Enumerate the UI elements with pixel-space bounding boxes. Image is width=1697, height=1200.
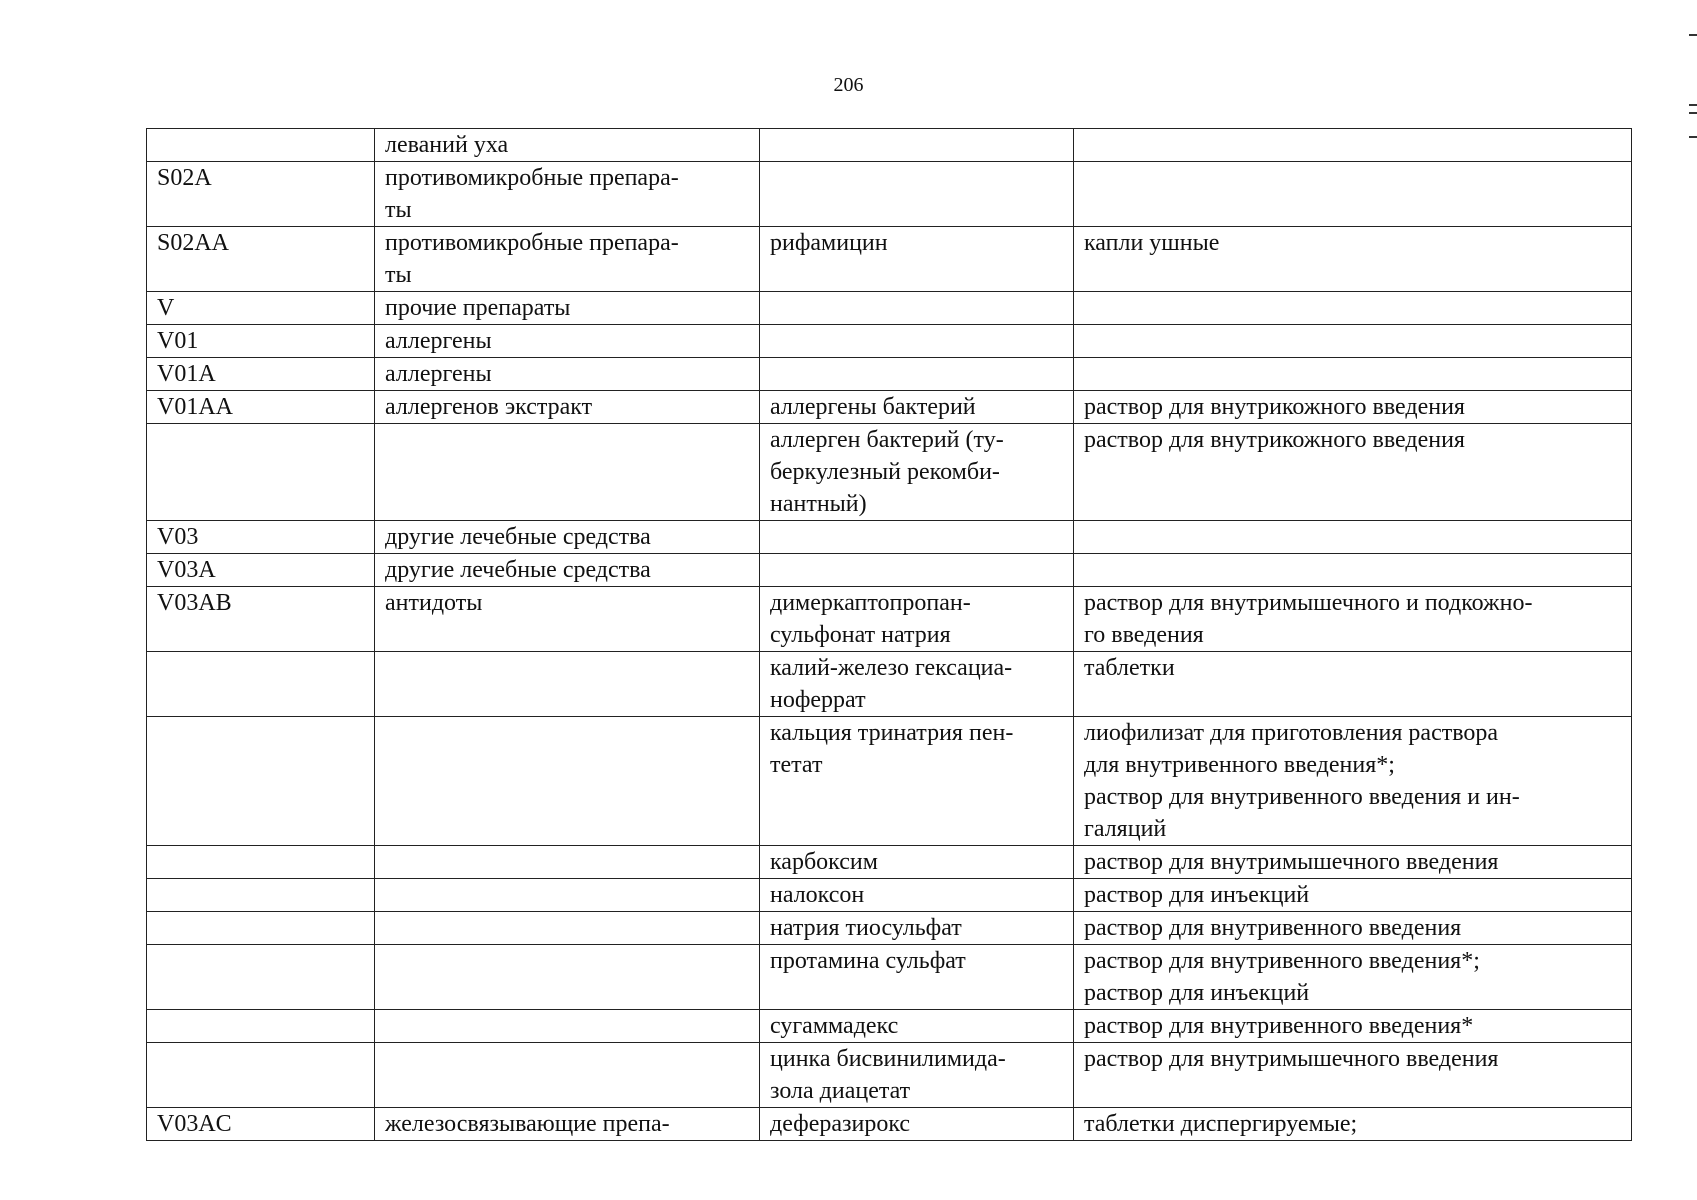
anatomical-group-cell-text: другие лечебные средства [385,524,651,550]
atc-code-cell [147,325,375,358]
drug-name-cell-text: цинка бисвинилимида- зола диацетат [770,1046,1006,1104]
anatomical-group-cell-text: железосвязывающие препа- [385,1111,670,1137]
drug-name-cell-text: деферазирокс [770,1111,911,1137]
dosage-form-cell [1074,1043,1632,1108]
drug-name-cell-text: калий-железо гексациа- ноферрат [770,655,1013,713]
atc-code-cell-text: V01AA [157,394,233,420]
drug-name-cell [760,652,1074,717]
dosage-form-cell-text: раствор для внутривенного введения [1084,915,1462,941]
drug-name-cell-text: кальция тринатрия пен- тетат [770,720,1014,778]
atc-code-cell [147,162,375,227]
drug-name-cell [760,1010,1074,1043]
drug-name-cell-text: рифамицин [770,230,888,256]
scan-edge-mark [1689,136,1697,138]
drug-name-cell [760,945,1074,1010]
atc-code-cell [147,292,375,325]
dosage-form-cell [1074,1010,1632,1043]
drug-name-cell [760,227,1074,292]
table-row [147,879,1632,912]
dosage-form-cell-text: таблетки [1084,655,1175,681]
atc-code-cell-text: S02AA [157,230,230,256]
drug-name-cell-text: карбоксим [770,849,878,875]
atc-code-cell [147,1010,375,1043]
scan-edge-mark [1689,34,1697,36]
table-row [147,391,1632,424]
table-row [147,652,1632,717]
anatomical-group-cell [375,162,760,227]
table-row [147,129,1632,162]
anatomical-group-cell [375,554,760,587]
anatomical-group-cell [375,912,760,945]
atc-code-cell [147,227,375,292]
anatomical-group-cell [375,391,760,424]
drug-name-cell [760,358,1074,391]
anatomical-group-cell-text: другие лечебные средства [385,557,651,583]
anatomical-group-cell-text: аллергены [385,328,492,354]
anatomical-group-cell [375,945,760,1010]
anatomical-group-cell [375,521,760,554]
drug-name-cell [760,846,1074,879]
dosage-form-cell-text: раствор для внутрикожного введения [1084,394,1465,420]
drug-name-cell [760,554,1074,587]
dosage-form-cell [1074,292,1632,325]
table-row [147,587,1632,652]
table-row [147,227,1632,292]
dosage-form-cell [1074,391,1632,424]
drug-name-cell [760,325,1074,358]
drug-name-cell [760,879,1074,912]
atc-code-cell [147,424,375,521]
drug-name-cell [760,717,1074,846]
drug-name-cell [760,521,1074,554]
dosage-form-cell [1074,879,1632,912]
anatomical-group-cell [375,1108,760,1141]
anatomical-group-cell-text: аллергенов экстракт [385,394,593,420]
table-row [147,424,1632,521]
anatomical-group-cell [375,1043,760,1108]
drug-name-cell [760,1108,1074,1141]
atc-code-cell [147,879,375,912]
drug-name-cell-text: налоксон [770,882,865,908]
table-row [147,945,1632,1010]
drug-name-cell [760,912,1074,945]
drug-name-cell [760,391,1074,424]
drug-name-cell-text: аллергены бактерий [770,394,976,420]
table-row [147,1043,1632,1108]
drug-name-cell [760,162,1074,227]
dosage-form-cell [1074,424,1632,521]
anatomical-group-cell-text: аллергены [385,361,492,387]
atc-code-cell [147,521,375,554]
atc-code-cell [147,554,375,587]
table-body [147,129,1632,1141]
atc-code-cell [147,717,375,846]
anatomical-group-cell-text: прочие препараты [385,295,571,321]
dosage-form-cell [1074,162,1632,227]
table-row [147,717,1632,846]
drug-name-cell-text: димеркаптопропан- сульфонат натрия [770,590,971,648]
table-row [147,554,1632,587]
atc-code-cell-text: V03A [157,557,216,583]
dosage-form-cell-text: раствор для внутривенного введения* [1084,1013,1474,1039]
dosage-form-cell [1074,945,1632,1010]
table-row [147,292,1632,325]
table-row [147,521,1632,554]
anatomical-group-cell-text: противомикробные препара- ты [385,230,679,288]
table-row [147,358,1632,391]
drug-name-cell [760,1043,1074,1108]
drug-table [146,128,1632,1141]
atc-code-cell [147,358,375,391]
dosage-form-cell-text: раствор для инъекций [1084,882,1310,908]
dosage-form-cell [1074,325,1632,358]
atc-code-cell-text: V03AB [157,590,232,616]
drug-name-cell [760,424,1074,521]
anatomical-group-cell-text: леваний уха [385,132,509,158]
atc-code-cell [147,846,375,879]
dosage-form-cell-text: лиофилизат для приготовления раствора для внутривенного введения*; раствор для внутривенного введения и ин- галяций [1084,720,1520,842]
scan-edge-mark [1689,112,1697,114]
table-row [147,1108,1632,1141]
dosage-form-cell [1074,717,1632,846]
anatomical-group-cell [375,129,760,162]
anatomical-group-cell-text: противомикробные препара- ты [385,165,679,223]
dosage-form-cell-text: раствор для внутрикожного введения [1084,427,1465,453]
table-row [147,162,1632,227]
drug-name-cell [760,587,1074,652]
anatomical-group-cell [375,358,760,391]
dosage-form-cell [1074,358,1632,391]
table-row [147,325,1632,358]
atc-code-cell [147,391,375,424]
anatomical-group-cell-text: антидоты [385,590,483,616]
dosage-form-cell-text: капли ушные [1084,230,1220,256]
dosage-form-cell [1074,912,1632,945]
anatomical-group-cell [375,1010,760,1043]
atc-code-cell-text: V [157,295,175,321]
dosage-form-cell-text: раствор для внутривенного введения*; раствор для инъекций [1084,948,1480,1006]
atc-code-cell [147,1043,375,1108]
anatomical-group-cell [375,652,760,717]
dosage-form-cell [1074,129,1632,162]
atc-code-cell-text: S02A [157,165,212,191]
anatomical-group-cell [375,879,760,912]
drug-name-cell [760,129,1074,162]
drug-name-cell [760,292,1074,325]
dosage-form-cell [1074,652,1632,717]
table-row [147,912,1632,945]
dosage-form-cell [1074,846,1632,879]
atc-code-cell [147,129,375,162]
anatomical-group-cell [375,587,760,652]
table-row [147,1010,1632,1043]
atc-code-cell-text: V03 [157,524,199,550]
atc-code-cell [147,587,375,652]
table-row [147,846,1632,879]
drug-name-cell-text: протамина сульфат [770,948,966,974]
atc-code-cell-text: V03AC [157,1111,232,1137]
atc-code-cell [147,1108,375,1141]
dosage-form-cell-text: раствор для внутримышечного введения [1084,849,1499,875]
atc-code-cell [147,652,375,717]
dosage-form-cell [1074,227,1632,292]
dosage-form-cell-text: раствор для внутримышечного введения [1084,1046,1499,1072]
drug-name-cell-text: аллерген бактерий (ту- беркулезный рекомби- нантный) [770,427,1004,517]
atc-code-cell [147,912,375,945]
dosage-form-cell [1074,1108,1632,1141]
scan-edge-mark [1689,104,1697,106]
anatomical-group-cell [375,717,760,846]
atc-code-cell-text: V01 [157,328,199,354]
dosage-form-cell [1074,521,1632,554]
anatomical-group-cell [375,424,760,521]
atc-code-cell [147,945,375,1010]
anatomical-group-cell [375,325,760,358]
drug-name-cell-text: натрия тиосульфат [770,915,962,941]
dosage-form-cell-text: раствор для внутримышечного и подкожно- го введения [1084,590,1533,648]
dosage-form-cell-text: таблетки диспергируемые; [1084,1111,1358,1137]
dosage-form-cell [1074,554,1632,587]
atc-code-cell-text: V01A [157,361,216,387]
dosage-form-cell [1074,587,1632,652]
anatomical-group-cell [375,227,760,292]
anatomical-group-cell [375,292,760,325]
anatomical-group-cell [375,846,760,879]
drug-name-cell-text: сугаммадекс [770,1013,899,1039]
page-number: 206 [833,74,864,96]
